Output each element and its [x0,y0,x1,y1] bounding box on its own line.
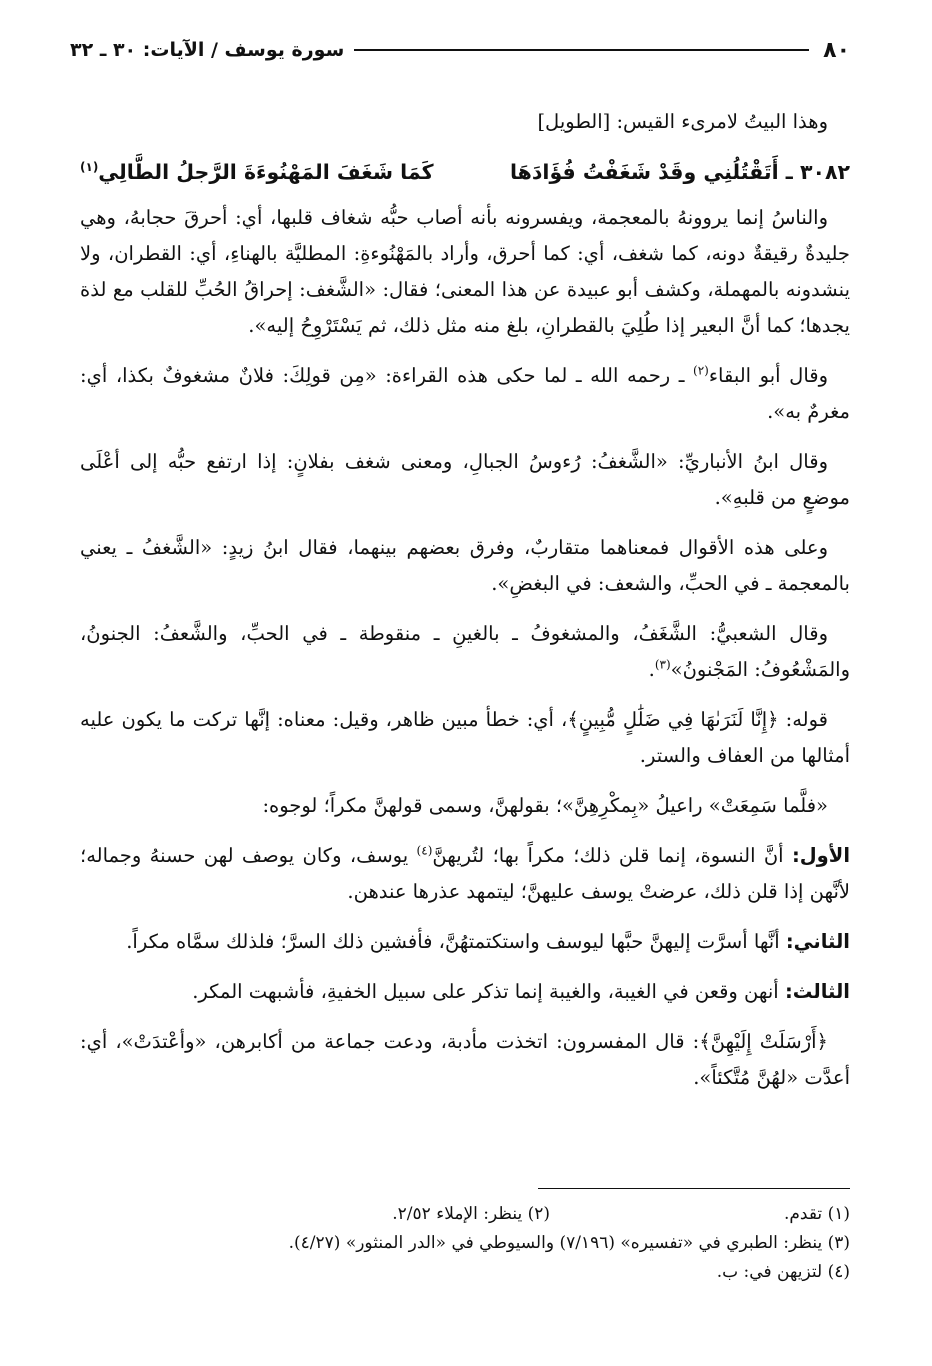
main-text [80,104,850,1110]
footnote-ref: (٢) [693,363,709,378]
footnote-separator [538,1188,850,1189]
footnote: (٤) لتزيهن في: ب. [716,1262,850,1282]
paragraph: وقال ابنُ الأنباريِّ: «الشَّغفُ: رُءوسُ الجبالِ، ومعنى شغف بفلانٍ: إذا ارتفع حبُّه إلى أعْلَى موضعٍ من قلبهِ». [80,450,850,509]
footnote-ref: (٣) [654,657,671,672]
running-title: سورة يوسف / الآيات: ٣٠ ـ ٣٢ [70,39,345,61]
paragraph: وقال الشعبيُّ: الشَّغَفُ، والمشغوفُ ـ بالغينِ ـ منقوطة ـ في الحبِّ، والشَّعفُ: الجنونُ، والمَشْعُوفُ: المَجْنونُ»$^{(٣)}$. [80,622,850,681]
footnote-ref: (١) [80,160,99,175]
footnote-ref: (٤) [416,843,433,858]
paragraph: ﴿أَرْسَلَتْ إِلَيْهِنَّ﴾: قال المفسرون: اتخذت مأدبة، ودعت جماعة من أكابرهن، «وأعْتدَتْ»، أي: أعدَّت «لهُنَّ مُتَّكئاً». [80,1030,850,1089]
paragraph: الثاني: أنَّها أسرَّت إليهنَّ حبَّها ليوسف واستكتمتهُنَّ، فأفشين ذلك السرَّ؛ فلذلك سمَّاه مكراً. [126,930,850,953]
paragraph: «فلَّما سَمِعَتْ» راعيلُ «بِمكْرِهِنَّ»؛ بقولهنَّ، وسمى قولهنَّ مكراً؛ لوجوه: [262,794,828,817]
verse-first-hemistich: ٣٠٨٢ ـ أَتَقْتُلُنِي وقَدْ شَغَفْتُ فُؤَادَهَا [509,160,850,184]
footnote: (٢) ينظر: الإملاء ٢/٥٢. [392,1204,550,1224]
header-rule [354,49,809,51]
footnotes [80,1200,850,1287]
footnote-row [80,1200,850,1229]
paragraph: وقال أبو البقاء$^{(٢)}$ ـ رحمه الله ـ لما حكى هذه القراءة: «مِن قولِكَ: فلانٌ مشغوفٌ بكذا، أي: مغرمٌ به». [80,363,850,423]
paragraph: الأول: أنَّ النسوة، إنما قلن ذلك؛ مكراً بها؛ لتُريهنَّ$^{(٤)}$ يوسف، وكان يوصف لهن حسنهُ وجماله؛ لأنَّهن إذا قلن ذلك، عرضتْ يوسف عليهنَّ؛ ليتمهد عذرها عندهن. [80,843,851,903]
paragraph: والناسُ إنما يروونهُ بالمعجمة، ويفسرونه بأنه أصاب حبُّه شغاف قلبها، أي: أحرقَ حجابهُ، وهي جليدةٌ رقيقةٌ دونه، كما شغف، أي: كما أحرق، وأراد بالمَهْنُوءةِ: المطليَّة بالهناءِ، أي: القطران، ولا ينشدونه بالمهملة، وكشف أبو عبيدة عن هذا المعنى؛ فقال: «الشَّغف: إحراقُ الحُبِّ للقلب مع لذة يجدها؛ كما أنَّ البعير إذا طُلِيَ بالقطرانِ، بلغ منه مثل ذلك، ثم يَسْتَرْوِحُ إليه». [80,206,850,337]
paragraph: قوله: ﴿إِنَّا لَنَرَىٰهَا فِي ضَلَٰلٍ مُّبِينٍ﴾، أي: خطأ مبين ظاهر، وقيل: معناه: إنَّها تركت ما يكون عليه أمثالها من العفاف والستر. [80,708,850,767]
paragraph: وعلى هذه الأقوال فمعناهما متقاربٌ، وفرق بعضهم بينهما، فقال ابنُ زيدٍ: «الشَّغفُ ـ يعني بالمعجمة ـ في الحبِّ، والشعف: في البغضِ». [80,536,850,595]
page-header [70,30,850,70]
verse-intro: وهذا البيتُ لامرىء القيس: [الطويل] [537,110,828,133]
footnote: (١) تقدم. [783,1204,850,1224]
page-number: ٨٠ [823,37,850,63]
paragraph: الثالث: أنهن وقعن في الغيبة، والغيبة إنما تذكر على سبيل الخفيةِ، فأشبهت المكر. [192,980,850,1003]
point-label: الأول: [791,844,851,867]
point-label: الثالث: [784,980,850,1003]
verse-second-hemistich: كَمَا شَغَفَ المَهْنُوءَةَ الرَّجلُ الطَّالِي$^{(١)}$ [80,160,434,184]
poetry-verse [80,154,850,190]
footnote: (٣) ينظر: الطبري في «تفسيره» (٧/١٩٦) والسيوطي في «الدر المنثور» (٤/٢٧). [288,1233,850,1253]
point-label: الثاني: [785,930,850,953]
